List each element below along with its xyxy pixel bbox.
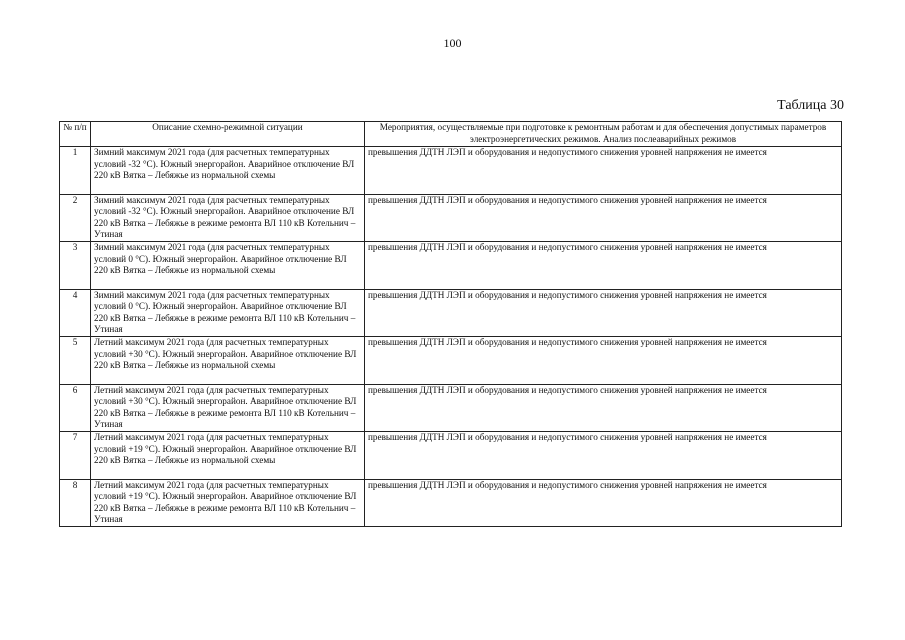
row-number: 4 [60, 289, 91, 337]
row-measures: превышения ДДТН ЛЭП и оборудования и недопустимого снижения уровней напряжения не имеется [365, 337, 842, 385]
row-description: Зимний максимум 2021 года (для расчетных температурных условий -32 °С). Южный энергорайон. Аварийное отключение ВЛ 220 кВ Вятка – Лебяжье в режиме ремонта ВЛ 110 кВ Котельнич – Утиная [91, 194, 365, 242]
row-number: 1 [60, 147, 91, 195]
row-number: 3 [60, 242, 91, 290]
row-number: 5 [60, 337, 91, 385]
header-num: № п/п [60, 122, 91, 147]
row-measures: превышения ДДТН ЛЭП и оборудования и недопустимого снижения уровней напряжения не имеется [365, 432, 842, 480]
row-measures: превышения ДДТН ЛЭП и оборудования и недопустимого снижения уровней напряжения не имеется [365, 242, 842, 290]
row-description: Зимний максимум 2021 года (для расчетных температурных условий 0 °С). Южный энергорайон. Аварийное отключение ВЛ 220 кВ Вятка – Лебяжье в режиме ремонта ВЛ 110 кВ Котельнич – Утиная [91, 289, 365, 337]
header-row [60, 122, 842, 147]
table-label: Таблица 30 [777, 98, 844, 113]
page-number: 100 [443, 36, 462, 50]
table-row [60, 432, 842, 480]
row-measures: превышения ДДТН ЛЭП и оборудования и недопустимого снижения уровней напряжения не имеется [365, 479, 842, 527]
table-row [60, 194, 842, 242]
row-number: 8 [60, 479, 91, 527]
row-description: Летний максимум 2021 года (для расчетных температурных условий +19 °С). Южный энергорайон. Аварийное отключение ВЛ 220 кВ Вятка – Лебяжье в режиме ремонта ВЛ 110 кВ Котельнич – Утиная [91, 479, 365, 527]
table-row [60, 289, 842, 337]
row-description: Летний максимум 2021 года (для расчетных температурных условий +30 °С). Южный энергорайон. Аварийное отключение ВЛ 220 кВ Вятка – Лебяжье из нормальной схемы [91, 337, 365, 385]
row-number: 2 [60, 194, 91, 242]
table-row [60, 479, 842, 527]
table-row [60, 384, 842, 432]
row-description: Зимний максимум 2021 года (для расчетных температурных условий -32 °С). Южный энергорайон. Аварийное отключение ВЛ 220 кВ Вятка – Лебяжье из нормальной схемы [91, 147, 365, 195]
row-number: 7 [60, 432, 91, 480]
row-description: Летний максимум 2021 года (для расчетных температурных условий +30 °С). Южный энергорайон. Аварийное отключение ВЛ 220 кВ Вятка – Лебяжье в режиме ремонта ВЛ 110 кВ Котельнич – Утиная [91, 384, 365, 432]
header-description: Описание схемно-режимной ситуации [91, 122, 365, 147]
table-row [60, 242, 842, 290]
row-measures: превышения ДДТН ЛЭП и оборудования и недопустимого снижения уровней напряжения не имеется [365, 147, 842, 195]
header-measures: Мероприятия, осуществляемые при подготовке к ремонтным работам и для обеспечения допустимых параметров электроэнергетических режимов. Анализ послеаварийных режимов [365, 122, 842, 147]
data-table [59, 121, 842, 527]
row-measures: превышения ДДТН ЛЭП и оборудования и недопустимого снижения уровней напряжения не имеется [365, 289, 842, 337]
row-number: 6 [60, 384, 91, 432]
row-measures: превышения ДДТН ЛЭП и оборудования и недопустимого снижения уровней напряжения не имеется [365, 384, 842, 432]
row-measures: превышения ДДТН ЛЭП и оборудования и недопустимого снижения уровней напряжения не имеется [365, 194, 842, 242]
row-description: Летний максимум 2021 года (для расчетных температурных условий +19 °С). Южный энергорайон. Аварийное отключение ВЛ 220 кВ Вятка – Лебяжье из нормальной схемы [91, 432, 365, 480]
table-header [60, 122, 842, 147]
table-row [60, 147, 842, 195]
table-row [60, 337, 842, 385]
row-description: Зимний максимум 2021 года (для расчетных температурных условий 0 °С). Южный энергорайон. Аварийное отключение ВЛ 220 кВ Вятка – Лебяжье из нормальной схемы [91, 242, 365, 290]
table-body [60, 147, 842, 527]
